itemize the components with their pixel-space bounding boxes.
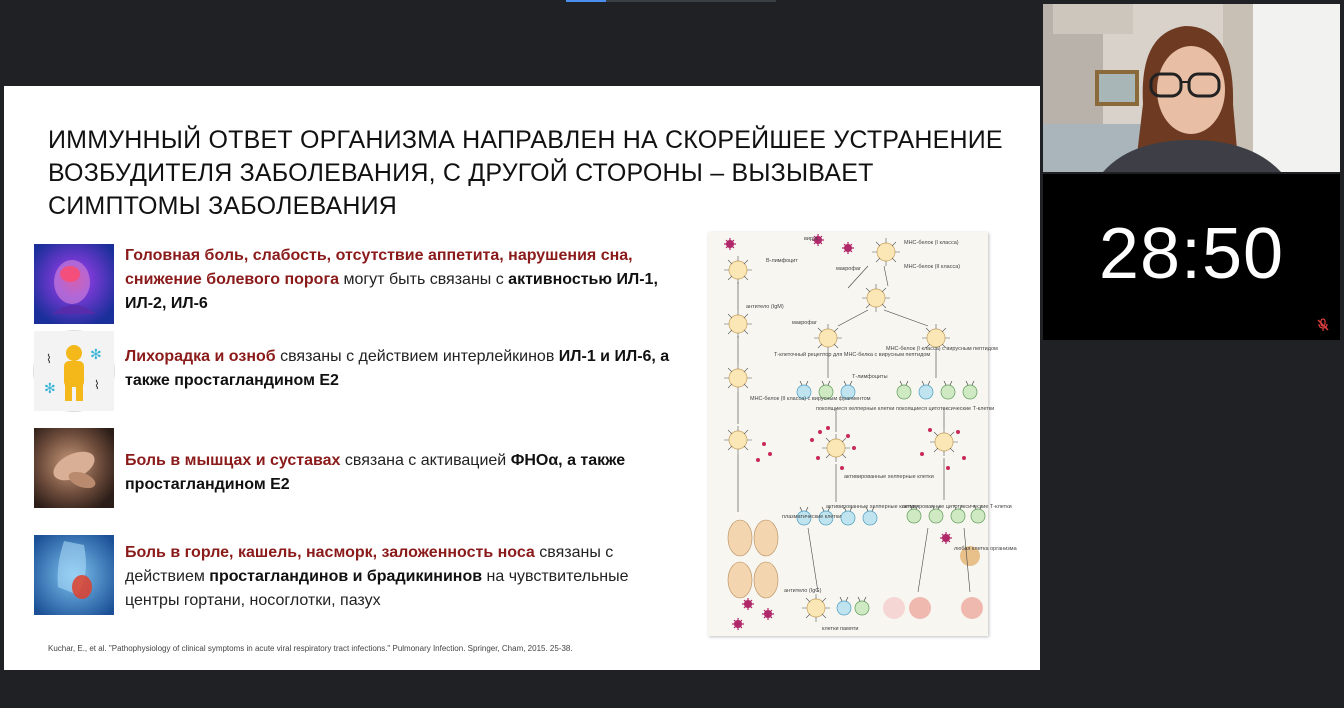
svg-text:активированные цитотоксические: активированные цитотоксические Т-клетки [902,504,1012,510]
svg-text:активированные хелперные клетк: активированные хелперные клетки [826,504,916,510]
headache-icon [34,244,114,324]
svg-text:⌇: ⌇ [46,352,52,366]
svg-text:антитело (IgG): антитело (IgG) [784,588,822,594]
timer-tile [1043,174,1340,340]
mic-muted-icon[interactable] [1316,318,1330,332]
immune-response-diagram [708,232,1017,636]
respiratory-icon [34,535,114,615]
svg-text:покоящиеся хелперные клетки: покоящиеся хелперные клетки [816,406,895,412]
svg-text:антитело (IgM): антитело (IgM) [746,304,784,310]
svg-text:✻: ✻ [44,380,56,396]
svg-text:✻: ✻ [90,346,102,362]
svg-text:Т-клеточный рецептор для МНС-б: Т-клеточный рецептор для МНС-белка с вирусным пептидом [774,352,931,358]
svg-text:⌇: ⌇ [94,378,100,392]
symptom-item-sore-throat: Боль в горле, кашель, насморк, заложенность носа связаны с действием простагландинов и брадикининов на чувствительные центры гортани, носоглотки, пазух [125,544,629,609]
svg-text:макрофаг: макрофаг [792,320,817,326]
svg-text:МНС-белок (II класса) с вирусн: МНС-белок (II класса) с вирусным фрагментом [750,396,871,402]
svg-text:вирус: вирус [804,236,819,242]
citation: Kuchar, E., et al. "Pathophysiology of clinical symptoms in acute viral respiratory tract infections." Pulmonary Infection. Springer, Cham, 2015. 25-38. [48,644,573,653]
svg-text:любая клетка организма: любая клетка организма [954,546,1017,552]
countdown-timer: 28:50 [1098,214,1285,294]
symptom-item-muscle-pain: Боль в мышцах и суставах связана с активацией ФНОα, а также простагландином Е2 [125,452,626,493]
svg-text:покоящиеся цитотоксические Т-к: покоящиеся цитотоксические Т-клетки [896,406,995,412]
svg-text:Т-лимфоциты: Т-лимфоциты [852,374,888,380]
webcam-video-tile [1043,4,1340,172]
svg-text:МНС-белок (I класса) с вирусны: МНС-белок (I класса) с вирусным пептидом [886,346,998,352]
screen-share-indicator [566,0,776,2]
symptom-item-fever: Лихорадка и озноб связаны с действием интерлейкинов ИЛ-1 и ИЛ-6, а также простагландином Е2 [125,348,670,389]
slide-title: ИММУННЫЙ ОТВЕТ ОРГАНИЗМА НАПРАВЛЕН НА СКОРЕЙШЕЕ УСТРАНЕНИЕ ВОЗБУДИТЕЛЯ ЗАБОЛЕВАНИЯ, С ДРУГОЙ СТОРОНЫ – ВЫЗЫВАЕТ СИМПТОМЫ ЗАБОЛЕВАНИЯ [48,126,1003,220]
svg-text:клетки памяти: клетки памяти [822,626,859,632]
svg-text:активированные хелперные клетк: активированные хелперные клетки [844,474,934,480]
svg-text:плазматические клетки: плазматические клетки [782,514,842,520]
svg-text:МНС-белок (I класса): МНС-белок (I класса) [904,240,959,246]
fever-chills-icon [34,331,114,411]
presentation-slide [4,86,1040,670]
symptom-item-headache: Головная боль, слабость, отсутствие аппетита, нарушения сна, снижение болевого порога могут быть связаны с активностью ИЛ-1, ИЛ-2, ИЛ-6 [125,247,658,312]
svg-text:МНС-белок (II класса): МНС-белок (II класса) [904,264,961,270]
svg-text:макрофаг: макрофаг [836,266,861,272]
joint-pain-icon [34,428,114,508]
svg-text:В-лимфоцит: В-лимфоцит [766,258,798,264]
